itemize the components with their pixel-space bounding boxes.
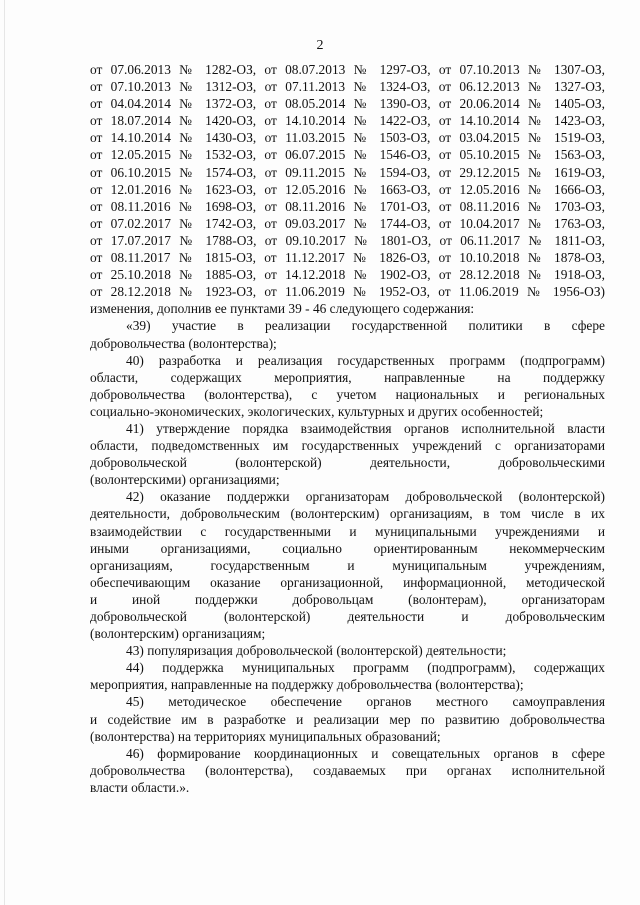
text-line: от 28.12.2018 № 1923-ОЗ, от 11.06.2019 № 1952-ОЗ, от 11.06.2019 № 1956-ОЗ) — [90, 284, 605, 300]
text-line: иными организациями, социально ориентированным некоммерческим — [90, 540, 605, 556]
text-line: взаимодействии с государственными и муниципальными учреждениями и — [90, 523, 605, 539]
item-39 — [90, 317, 605, 351]
text-line: от 08.11.2017 № 1815-ОЗ, от 11.12.2017 № 1826-ОЗ, от 10.10.2018 № 1878-ОЗ, — [90, 250, 605, 266]
text-line: добровольчества (волонтерства); — [90, 335, 277, 351]
text-line: добровольчества (волонтерства), с учетом национальных и региональных — [90, 386, 605, 402]
item-44 — [90, 659, 605, 693]
text-line: 46) формирование координационных и совещательных органов в сфере — [126, 745, 605, 761]
text-line: добровольчества (волонтерства), создаваемых при органах исполнительной — [90, 762, 605, 778]
item-42 — [90, 488, 605, 642]
text-line: власти области.». — [90, 779, 190, 795]
text-line: от 17.07.2017 № 1788-ОЗ, от 09.10.2017 № 1801-ОЗ, от 06.11.2017 № 1811-ОЗ, — [90, 232, 605, 248]
text-line: 41) утверждение порядка взаимодействия органов исполнительной власти — [126, 420, 605, 436]
text-line: изменения, дополнив ее пунктами 39 - 46 следующего содержания: — [90, 301, 475, 317]
page-number: 2 — [316, 38, 324, 53]
text-line: от 12.05.2015 № 1532-ОЗ, от 06.07.2015 № 1546-ОЗ, от 05.10.2015 № 1563-ОЗ, — [90, 147, 605, 163]
text-line: добровольческой (волонтерской) деятельности и добровольческим — [90, 609, 605, 624]
text-line: «39) участие в реализации государственной политики в сфере — [126, 318, 605, 334]
text-line: области, подведомственных им государственных учреждений с организаторами — [90, 438, 605, 454]
text-line: мероприятия, направленные на поддержку добровольчества (волонтерства); — [90, 677, 524, 693]
text-line: от 07.02.2017 № 1742-ОЗ, от 09.03.2017 № 1744-ОЗ, от 10.04.2017 № 1763-ОЗ, — [90, 215, 605, 231]
text-line: от 25.10.2018 № 1885-ОЗ, от 14.12.2018 № 1902-ОЗ, от 28.12.2018 № 1918-ОЗ, — [90, 267, 605, 283]
document-body — [90, 61, 605, 796]
text-line: обеспечивающим оказание организационной, информационной, методической — [90, 574, 605, 590]
text-line: и содействие им в разработке и реализации мер по развитию добровольчества — [90, 711, 605, 727]
text-line: 45) методическое обеспечение органов местного самоуправления — [126, 694, 605, 710]
text-line: от 06.10.2015 № 1574-ОЗ, от 09.11.2015 № 1594-ОЗ, от 29.12.2015 № 1619-ОЗ, — [90, 164, 605, 180]
text-line: (волонтерства) на территориях муниципальных образований; — [90, 728, 441, 744]
page-edge — [4, 0, 5, 905]
text-line: и иной поддержки добровольцам (волонтерам), организаторам — [90, 591, 605, 607]
text-line: 44) поддержка муниципальных программ (подпрограмм), содержащих — [126, 660, 605, 676]
text-line: 40) разработка и реализация государственных программ (подпрограмм) — [126, 352, 605, 368]
item-43 — [90, 642, 605, 659]
text-line: от 07.10.2013 № 1312-ОЗ, от 07.11.2013 № 1324-ОЗ, от 06.12.2013 № 1327-ОЗ, — [90, 79, 605, 95]
text-line: от 14.10.2014 № 1430-ОЗ, от 11.03.2015 № 1503-ОЗ, от 03.04.2015 № 1519-ОЗ, — [90, 130, 605, 146]
item-46 — [90, 745, 605, 796]
text-line: от 12.01.2016 № 1623-ОЗ, от 12.05.2016 № 1663-ОЗ, от 12.05.2016 № 1666-ОЗ, — [90, 181, 605, 197]
text-line: от 08.11.2016 № 1698-ОЗ, от 08.11.2016 № 1701-ОЗ, от 08.11.2016 № 1703-ОЗ, — [90, 198, 605, 214]
text-line: области, содержащих мероприятия, направленные на поддержку — [90, 369, 605, 385]
item-45 — [90, 693, 605, 744]
text-line: добровольческой (волонтерской) деятельности, добровольческими — [90, 455, 605, 471]
text-line: организациям, государственным и муниципальным учреждениям, — [90, 557, 605, 573]
item-41 — [90, 420, 605, 488]
text-line: 43) популяризация добровольческой (волонтерской) деятельности; — [126, 643, 507, 659]
text-line: (волонтерским) организациям; — [90, 626, 266, 642]
text-line: социально-экономических, экологических, культурных и других особенностей; — [90, 403, 544, 419]
text-line: от 04.04.2014 № 1372-ОЗ, от 08.05.2014 № 1390-ОЗ, от 20.06.2014 № 1405-ОЗ, — [90, 96, 605, 112]
text-line: деятельности, добровольческим (волонтерским) организациям, в том числе в их — [90, 506, 605, 522]
text-line: от 18.07.2014 № 1420-ОЗ, от 14.10.2014 № 1422-ОЗ, от 14.10.2014 № 1423-ОЗ, — [90, 113, 605, 129]
item-40 — [90, 352, 605, 420]
text-line: 42) оказание поддержки организаторам добровольческой (волонтерской) — [126, 489, 605, 505]
amendment-list — [90, 61, 605, 317]
text-line: от 07.06.2013 № 1282-ОЗ, от 08.07.2013 № 1297-ОЗ, от 07.10.2013 № 1307-ОЗ, — [90, 62, 605, 77]
text-line: (волонтерскими) организациями; — [90, 472, 280, 488]
